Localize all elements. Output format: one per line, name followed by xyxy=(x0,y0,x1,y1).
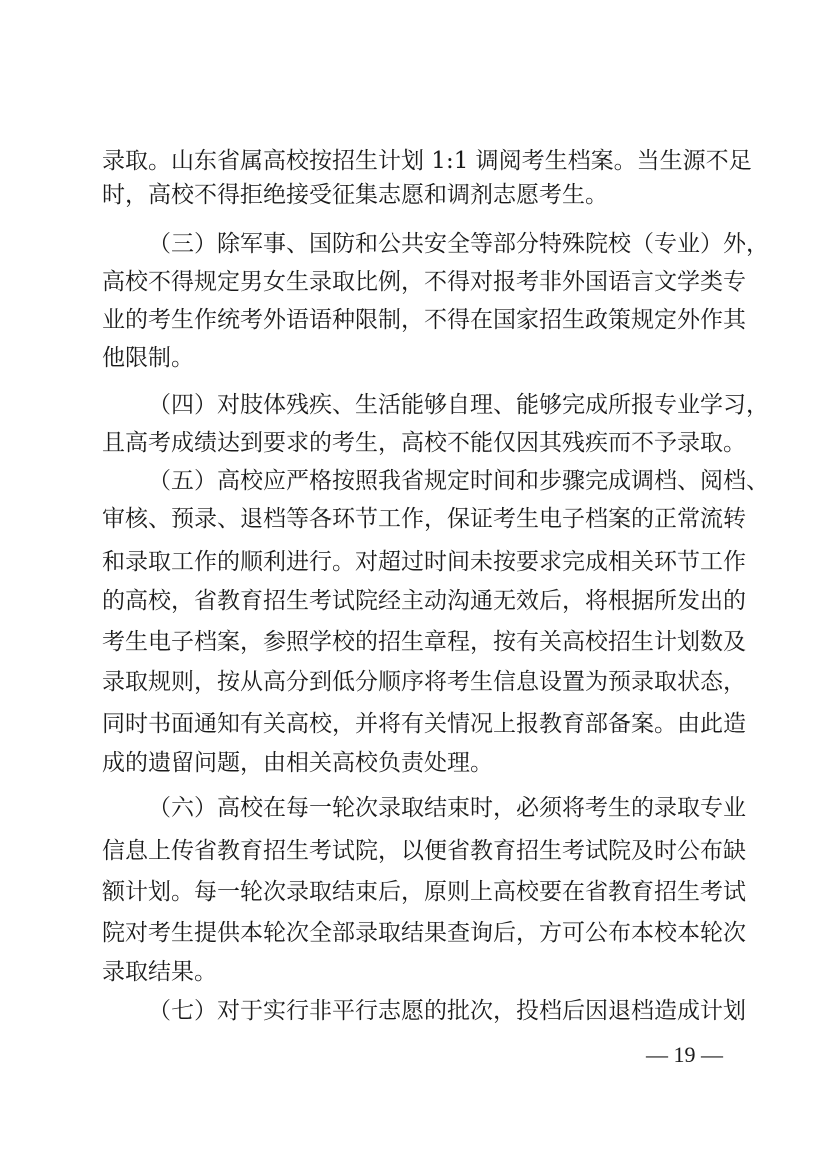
paragraph-start-line: （七）对于实行非平行志愿的批次，投档后因退档造成计划 xyxy=(148,998,746,1024)
text-line: 且高考成绩达到要求的考生，高校不能仅因其残疾而不予录取。 xyxy=(102,430,746,456)
paragraph-start-line: （三）除军事、国防和公共安全等部分特殊院校（专业）外， xyxy=(148,231,769,257)
text-line: 考生电子档案，参照学校的招生章程，按有关高校招生计划数及 xyxy=(102,629,746,655)
text-line: 成的遗留问题，由相关高校负责处理。 xyxy=(102,750,493,776)
text-line: 业的考生作统考外语语种限制，不得在国家招生政策规定外作其 xyxy=(102,307,746,333)
text-line: 录取规则，按从高分到低分顺序将考生信息设置为预录取状态， xyxy=(102,669,746,695)
text-line: 审核、预录、退档等各环节工作，保证考生电子档案的正常流转 xyxy=(102,506,746,532)
text-line: 高校不得规定男女生录取比例，不得对报考非外国语言文学类专 xyxy=(102,269,746,295)
text-line: 额计划。每一轮次录取结束后，原则上高校要在省教育招生考试 xyxy=(102,879,746,905)
paragraph-start-line: （四）对肢体残疾、生活能够自理、能够完成所报专业学习， xyxy=(148,392,769,418)
page-number: — 19 — xyxy=(646,1042,723,1067)
text-line: 他限制。 xyxy=(102,345,194,371)
text-line: 录取。山东省属高校按招生计划 1:1 调阅考生档案。当生源不足 xyxy=(102,148,752,174)
paragraph-start-line: （六）高校在每一轮次录取结束时，必须将考生的录取专业 xyxy=(148,795,746,821)
text-line: 院对考生提供本轮次全部录取结果查询后，方可公布本校本轮次 xyxy=(102,920,746,946)
text-line: 信息上传省教育招生考试院，以便省教育招生考试院及时公布缺 xyxy=(102,838,746,864)
text-line: 同时书面通知有关高校，并将有关情况上报教育部备案。由此造 xyxy=(102,711,746,737)
paragraph-start-line: （五）高校应严格按照我省规定时间和步骤完成调档、阅档、 xyxy=(148,468,769,494)
text-line: 录取结果。 xyxy=(102,959,217,985)
text-line: 和录取工作的顺利进行。对超过时间未按要求完成相关环节工作 xyxy=(102,549,746,575)
text-line: 时，高校不得拒绝接受征集志愿和调剂志愿考生。 xyxy=(102,182,608,208)
text-line: 的高校，省教育招生考试院经主动沟通无效后，将根据所发出的 xyxy=(102,588,746,614)
